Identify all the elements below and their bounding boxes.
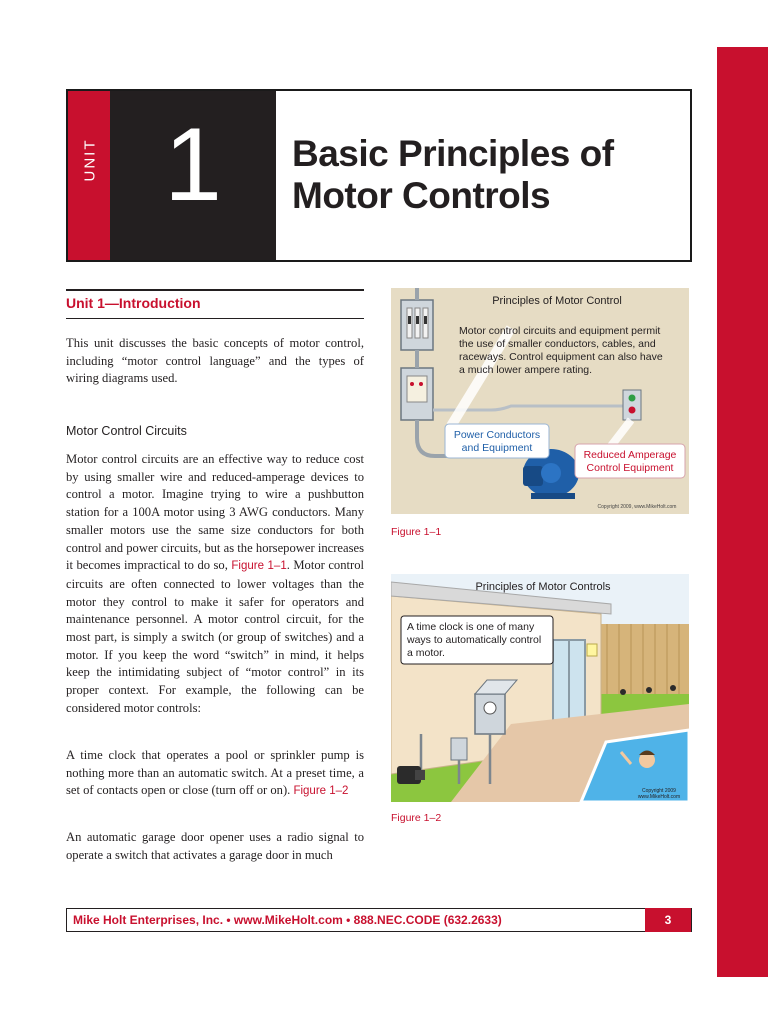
intro-paragraph: This unit discusses the basic concepts of motor control, including “motor control language” and the types of wiring diagrams used. xyxy=(66,336,364,386)
figure-1-2-illustration xyxy=(391,574,689,802)
callout-2-line-1: Reduced Amperage xyxy=(583,449,677,461)
pushbutton-station-icon xyxy=(623,390,641,420)
figure-1-text-line-1: Motor control circuits and equipment permit xyxy=(459,325,661,337)
figure-ref-1[interactable]: Figure 1–1 xyxy=(231,560,287,573)
unit-number-block xyxy=(110,91,276,260)
wall-light-icon xyxy=(587,644,597,656)
footer xyxy=(66,908,692,932)
figure-2-callout-line-2: ways to automatically control xyxy=(407,634,542,646)
side-tab xyxy=(717,47,768,977)
motor-starter-icon xyxy=(401,368,433,420)
figure-2-caption: Figure 1–2 xyxy=(391,812,442,824)
figure-1-title: Principles of Motor Control xyxy=(492,295,622,307)
callout-1-line-2: and Equipment xyxy=(461,442,533,454)
figure-1-copyright: Copyright 2009, www.MikeHolt.com xyxy=(597,504,677,510)
callout-1-line-1: Power Conductors xyxy=(453,429,541,441)
section-rule-top xyxy=(66,289,364,291)
figure-1-2 xyxy=(391,574,689,802)
figure-1-1-illustration xyxy=(391,288,689,514)
unit-header xyxy=(66,89,692,262)
page-number: 3 xyxy=(645,908,691,932)
unit-number: 1 xyxy=(164,107,222,223)
subheading: Motor Control Circuits xyxy=(66,424,187,438)
callout-2-line-2: Control Equipment xyxy=(586,462,674,474)
paragraph-1-text-a: Motor control circuits are an effective way to reduce cost by using smaller wire and reduced-amperage devices to control a motor. Imagine trying to wire a pushbutton station for a 100A motor using 3 AWG conductors. Many smaller motors use the same size conductors for both control and power circuits, but as the horsepower increases it becomes impractical to do so, xyxy=(66,452,364,573)
paragraph-2-text: A time clock that operates a pool or sprinkler pump is nothing more than an automatic switch. At a preset time, a set of contacts open or close (turn off or on). xyxy=(66,748,364,798)
pump-motor-icon xyxy=(397,766,425,784)
title-line-2: Motor Controls xyxy=(292,175,551,216)
page-title xyxy=(292,133,682,217)
disconnect-panel-icon xyxy=(401,300,433,350)
figure-2-callout-line-1: A time clock is one of many xyxy=(407,621,535,633)
figure-2-copyright-line-2: www.MikeHolt.com xyxy=(637,794,681,800)
figure-1-text-line-2: the use of smaller conductors, cables, and xyxy=(459,338,656,350)
figure-1-1 xyxy=(391,288,689,514)
title-line-1: Basic Principles of xyxy=(292,133,614,174)
figure-ref-2[interactable]: Figure 1–2 xyxy=(293,785,349,798)
junction-box-icon xyxy=(451,738,467,760)
footer-publisher: Mike Holt Enterprises, Inc. • www.MikeHolt.com • 888.NEC.CODE (632.2633) xyxy=(73,913,502,927)
paragraph-2 xyxy=(66,747,364,801)
section-rule-bottom xyxy=(66,318,364,319)
paragraph-3: An automatic garage door opener uses a radio signal to operate a switch that activates a garage door in much xyxy=(66,830,364,862)
figure-1-text-line-3: raceways. Control equipment can also have xyxy=(459,351,663,363)
section-title: Unit 1—Introduction xyxy=(66,295,201,311)
unit-label: UNIT xyxy=(81,138,99,182)
figure-1-text-line-4: a much lower ampere rating. xyxy=(459,364,593,376)
figure-2-copyright-line-1: Copyright 2009 xyxy=(642,788,676,794)
figure-1-caption: Figure 1–1 xyxy=(391,526,442,538)
fence-icon xyxy=(597,624,689,694)
figure-2-title: Principles of Motor Controls xyxy=(475,581,611,593)
unit-label-block xyxy=(68,91,110,260)
figure-2-callout-line-3: a motor. xyxy=(407,647,445,659)
paragraph-1-text-b: . Motor control circuits are often connected to lower voltages than the motor they control to make it safer for operators and maintenance personnel. A motor control circuit, for the most part, is simply a switch (or group of switches) and a motor. If you keep the word “switch” in mind, it helps keep the intimidating subject of “motor control” in its proper context. For example, the following can be considered motor controls: xyxy=(66,558,365,715)
paragraph-1 xyxy=(66,451,364,718)
